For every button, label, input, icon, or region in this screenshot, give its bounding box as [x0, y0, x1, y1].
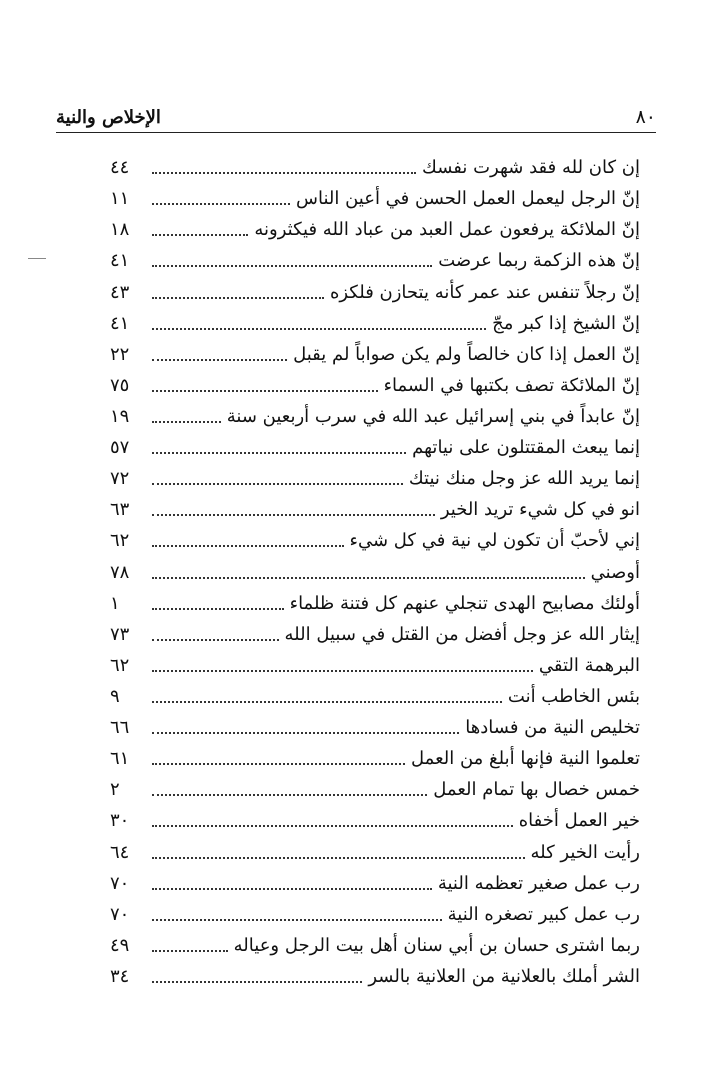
entry-page-number: ٩ — [110, 685, 120, 707]
index-entry — [110, 308, 640, 339]
dot-leader — [152, 265, 432, 267]
index-entry — [110, 743, 640, 774]
entry-text: أوصني — [590, 561, 640, 583]
entry-page-number: ٦٢ — [110, 530, 130, 552]
index-entry — [110, 463, 640, 494]
entry-page-number: ٣٤ — [110, 965, 130, 987]
index-entry — [110, 370, 640, 401]
entry-page-number: ٧٨ — [110, 561, 130, 583]
dot-leader — [152, 701, 502, 703]
running-title: الإخلاص والنية — [56, 107, 161, 128]
index-entry — [110, 774, 640, 805]
index-entry — [110, 712, 640, 743]
entry-page-number: ٦١ — [110, 748, 130, 770]
entry-page-number: ٦٦ — [110, 717, 130, 739]
entry-page-number: ٢٢ — [110, 343, 130, 365]
entry-text: إنّ هذه الزكمة ربما عرضت — [438, 250, 640, 272]
dot-leader — [152, 483, 403, 485]
entry-text: انو في كل شيء تريد الخير — [440, 499, 640, 521]
dot-leader — [152, 825, 513, 827]
index-entry — [110, 494, 640, 525]
entry-page-number: ٥٧ — [110, 437, 130, 459]
entry-text: تخليص النية من فسادها — [465, 717, 640, 739]
entry-text: إن كان لله فقد شهرت نفسك — [422, 157, 640, 179]
entry-text: إنّ الملائكة تصف بكتبها في السماء — [383, 374, 640, 396]
entry-text: رب عمل صغير تعظمه النية — [437, 872, 640, 894]
entry-page-number: ١ — [110, 592, 120, 614]
entry-text: رب عمل كبير تصغره النية — [447, 903, 640, 925]
header-rule — [56, 132, 656, 133]
entry-page-number: ٦٣ — [110, 499, 130, 521]
index-entry — [110, 401, 640, 432]
entry-text: إيثار الله عز وجل أفضل من القتل في سبيل الله — [284, 623, 640, 645]
entry-page-number: ٤٩ — [110, 934, 130, 956]
dot-leader — [152, 981, 362, 983]
entry-page-number: ٢ — [110, 779, 120, 801]
entry-text: إنما يبعث المقتتلون على نياتهم — [412, 437, 640, 459]
index-entry — [110, 556, 640, 587]
entry-text: أولئك مصابيح الهدى تنجلي عنهم كل فتنة ظلماء — [289, 592, 640, 614]
entry-text: الشر أملك بالعلانية من العلانية بالسر — [368, 965, 640, 987]
index-entry — [110, 650, 640, 681]
dot-leader — [152, 794, 427, 796]
index-entry — [110, 432, 640, 463]
entry-page-number: ٤١ — [110, 250, 130, 272]
index-list — [110, 152, 640, 992]
index-entry — [110, 245, 640, 276]
index-entry — [110, 836, 640, 867]
dot-leader — [152, 670, 533, 672]
dot-leader — [152, 452, 406, 454]
running-header — [56, 100, 656, 132]
index-entry — [110, 525, 640, 556]
entry-text: إنّ الرجل ليعمل العمل الحسن في أعين الناس — [295, 188, 640, 210]
index-entry — [110, 588, 640, 619]
margin-mark — [28, 258, 46, 259]
entry-text: خمس خصال بها تمام العمل — [433, 779, 640, 801]
index-entry — [110, 868, 640, 899]
index-entry — [110, 899, 640, 930]
entry-page-number: ١٩ — [110, 405, 130, 427]
index-entry — [110, 152, 640, 183]
dot-leader — [152, 857, 525, 859]
entry-text: البرهمة التقي — [538, 654, 640, 676]
index-entry — [110, 339, 640, 370]
entry-page-number: ٦٤ — [110, 841, 130, 863]
dot-leader — [152, 919, 442, 921]
entry-text: تعلموا النية فإنها أبلغ من العمل — [411, 748, 640, 770]
entry-text: إني لأحبّ أن تكون لي نية في كل شيء — [349, 530, 640, 552]
entry-page-number: ٣٠ — [110, 810, 130, 832]
page-number: ٨٠ — [635, 106, 656, 128]
entry-text: رأيت الخير كله — [530, 841, 640, 863]
entry-text: إنّ العمل إذا كان خالصاً ولم يكن صواباً لم يقبل — [293, 343, 640, 365]
entry-text: إنما يريد الله عز وجل منك نيتك — [408, 468, 640, 490]
entry-text: ربما اشترى حسان بن أبي سنان أهل بيت الرجل وعياله — [233, 934, 640, 956]
entry-page-number: ٧٣ — [110, 623, 130, 645]
entry-text: خير العمل أخفاه — [518, 810, 640, 832]
index-entry — [110, 805, 640, 836]
index-entry — [110, 183, 640, 214]
entry-text: إنّ رجلاً تنفس عند عمر كأنه يتحازن فلكزه — [329, 281, 640, 303]
dot-leader — [152, 545, 344, 547]
dot-leader — [152, 390, 378, 392]
entry-text: إنّ عابداً في بني إسرائيل عبد الله في سرب أربعين سنة — [226, 405, 640, 427]
dot-leader — [152, 888, 432, 890]
index-entry — [110, 961, 640, 992]
dot-leader — [152, 328, 486, 330]
entry-page-number: ٦٢ — [110, 654, 130, 676]
entry-page-number: ٤١ — [110, 312, 130, 334]
entry-page-number: ٧٥ — [110, 374, 130, 396]
index-entry — [110, 214, 640, 245]
dot-leader — [152, 297, 324, 299]
entry-text: إنّ الملائكة يرفعون عمل العبد من عباد الله فيكثرونه — [254, 219, 640, 241]
index-entry — [110, 276, 640, 307]
entry-text: بئس الخاطب أنت — [507, 685, 640, 707]
index-entry — [110, 619, 640, 650]
dot-leader — [152, 172, 416, 174]
entry-page-number: ٧٠ — [110, 872, 130, 894]
dot-leader — [152, 514, 435, 516]
entry-page-number: ١١ — [110, 188, 130, 210]
dot-leader — [152, 608, 284, 610]
dot-leader — [152, 421, 221, 423]
dot-leader — [152, 763, 405, 765]
index-entry — [110, 930, 640, 961]
dot-leader — [152, 359, 287, 361]
index-entry — [110, 681, 640, 712]
entry-page-number: ٤٤ — [110, 157, 130, 179]
entry-page-number: ٧٢ — [110, 468, 130, 490]
dot-leader — [152, 639, 279, 641]
dot-leader — [152, 234, 248, 236]
dot-leader — [152, 732, 459, 734]
dot-leader — [152, 577, 585, 579]
entry-text: إنّ الشيخ إذا كبر مجّ — [492, 312, 640, 334]
entry-page-number: ٧٠ — [110, 903, 130, 925]
dot-leader — [152, 203, 290, 205]
dot-leader — [152, 950, 228, 952]
entry-page-number: ٤٣ — [110, 281, 130, 303]
entry-page-number: ١٨ — [110, 219, 130, 241]
